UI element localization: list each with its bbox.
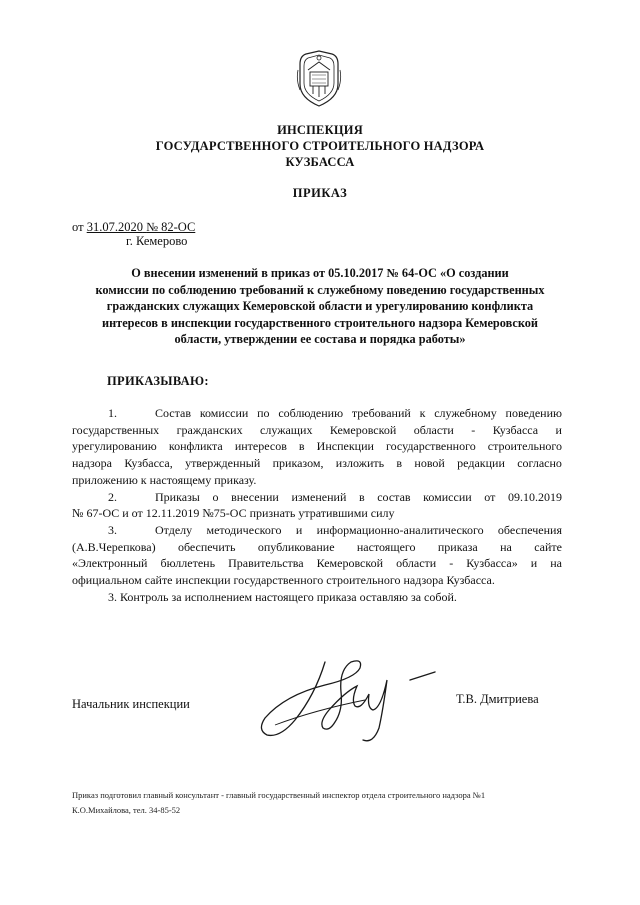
word: сайте	[534, 539, 562, 554]
handwritten-signature	[255, 640, 455, 750]
word: области	[413, 422, 454, 437]
word: комиссии	[199, 406, 249, 420]
word: области	[396, 556, 437, 571]
word: внесении	[231, 489, 279, 504]
word: редакции	[457, 456, 505, 471]
item-first-line	[155, 405, 562, 422]
word: Отделу	[155, 522, 193, 537]
word: изложить	[335, 456, 385, 471]
word: изменений	[291, 489, 347, 504]
word: Кемеровской	[329, 422, 397, 437]
body-line	[72, 522, 562, 539]
footer-line: К.О.Михайлова, тел. 34-85-52	[72, 805, 181, 815]
word: поведению	[505, 406, 562, 420]
word: на	[500, 539, 512, 554]
document-type-title: ПРИКАЗ	[292, 186, 348, 200]
order-body	[72, 405, 562, 605]
word: Кемеровской	[316, 556, 384, 571]
word: строительного	[487, 439, 562, 454]
item-number: 2.	[108, 489, 117, 504]
first-line-group	[72, 405, 155, 422]
footer-line: Приказ подготовил главный консультант - главный государственный инспектор отдела строительного надзора №1	[72, 790, 486, 800]
word: методического	[206, 522, 282, 537]
word: интересов	[234, 439, 287, 454]
body-line: официальном сайте инспекции государственного строительного надзора Кузбасса.	[72, 573, 495, 588]
order-prefix: от	[72, 220, 87, 234]
order-number: № 82-ОС	[146, 220, 196, 234]
word: Инспекции	[316, 439, 374, 454]
item-first-line	[155, 489, 562, 506]
item-first-line	[155, 522, 562, 539]
word: Правительства	[228, 556, 304, 571]
item-number: 3.	[108, 522, 117, 537]
word: о	[212, 489, 219, 504]
word: приказа	[437, 539, 478, 554]
body-line	[72, 405, 562, 422]
word: Кузбасса,	[124, 456, 173, 471]
body-line	[72, 455, 562, 472]
item-4-text: 3. Контроль за исполнением настоящего приказа оставляю за собой.	[108, 589, 457, 604]
org-name-line-2: ГОСУДАРСТВЕННОГО СТРОИТЕЛЬНОГО НАДЗОРА	[155, 139, 485, 153]
order-date-number	[72, 220, 195, 235]
body-line	[72, 438, 562, 455]
word: настоящего	[356, 539, 416, 554]
word: государственных	[72, 422, 160, 437]
word: в	[358, 489, 365, 504]
signer-position: Начальник инспекции	[72, 697, 190, 711]
word: служебному	[434, 406, 497, 420]
word: новой	[414, 456, 445, 471]
subject-line: комиссии по соблюдению требований к служебному поведению государственных	[95, 282, 545, 297]
word: конфликта	[168, 439, 223, 454]
org-name-line-3: КУЗБАССА	[285, 155, 355, 169]
word: обеспечить	[177, 539, 236, 554]
body-line	[72, 422, 562, 439]
order-subject	[80, 265, 560, 348]
body-line	[72, 489, 562, 506]
word: бюллетень	[160, 556, 216, 571]
word: согласно	[517, 456, 562, 471]
word: требований	[351, 406, 411, 420]
org-name-line-1: ИНСПЕКЦИЯ	[277, 123, 363, 137]
item-number: 1.	[108, 406, 117, 420]
word: -	[471, 422, 476, 437]
word: и	[295, 522, 303, 537]
item-first-text	[155, 489, 562, 506]
body-line	[72, 555, 562, 572]
word: на	[550, 556, 562, 571]
word: Состав	[155, 406, 192, 420]
word: в	[298, 439, 305, 454]
word: и	[555, 422, 562, 437]
word: и	[530, 556, 538, 571]
directive-heading: ПРИКАЗЫВАЮ:	[107, 374, 209, 388]
word: информационно-аналитического	[316, 522, 484, 537]
footer-prepared-by	[72, 788, 485, 818]
word: служащих	[260, 422, 313, 437]
word: надзора	[72, 456, 112, 471]
word: -	[449, 556, 454, 571]
word: Приказы	[155, 489, 200, 504]
word: (А.В.Черепкова)	[72, 539, 156, 554]
word: состав	[377, 489, 411, 504]
first-line-group	[72, 489, 155, 506]
subject-line: гражданских служащих Кемеровской области и урегулированию конфликта	[106, 299, 534, 313]
body-line	[72, 539, 562, 556]
word: Кузбасса»	[466, 556, 518, 571]
word: к	[419, 406, 426, 420]
body-line: № 67-ОС и от 12.11.2019 №75-ОС признать утратившими силу	[72, 506, 395, 521]
coat-of-arms-emblem	[296, 50, 342, 108]
word: обеспечения	[497, 522, 562, 537]
first-line-group	[72, 522, 155, 539]
word: Кузбасса	[492, 422, 539, 437]
word: 09.10.2019	[507, 489, 562, 504]
word: по	[257, 406, 270, 420]
subject-line: О внесении изменений в приказ от 05.10.2017 № 64-ОС «О создании	[131, 266, 509, 280]
item-first-text	[155, 405, 562, 422]
word: в	[396, 456, 403, 471]
body-line	[72, 589, 562, 606]
word: от	[484, 489, 496, 504]
word: приказом,	[272, 456, 324, 471]
signer-name: Т.В. Дмитриева	[456, 692, 539, 706]
word: гражданских	[176, 422, 243, 437]
order-city: г. Кемерово	[126, 234, 188, 248]
word: «Электронный	[72, 556, 148, 571]
word: соблюдению	[278, 406, 344, 420]
subject-line: интересов в инспекции государственного строительного надзора Кемеровской	[101, 315, 539, 330]
subject-line: области, утверждении ее состава и порядка работы»	[174, 332, 466, 346]
word: государственного	[385, 439, 476, 454]
word: утвержденный	[185, 456, 261, 471]
order-date: 31.07.2020	[86, 220, 143, 234]
word: опубликование	[257, 539, 335, 554]
item-first-text	[155, 522, 562, 539]
body-line: приложению к настоящему приказу.	[72, 472, 257, 487]
word: комиссии	[423, 489, 472, 504]
word: урегулированию	[72, 439, 157, 454]
